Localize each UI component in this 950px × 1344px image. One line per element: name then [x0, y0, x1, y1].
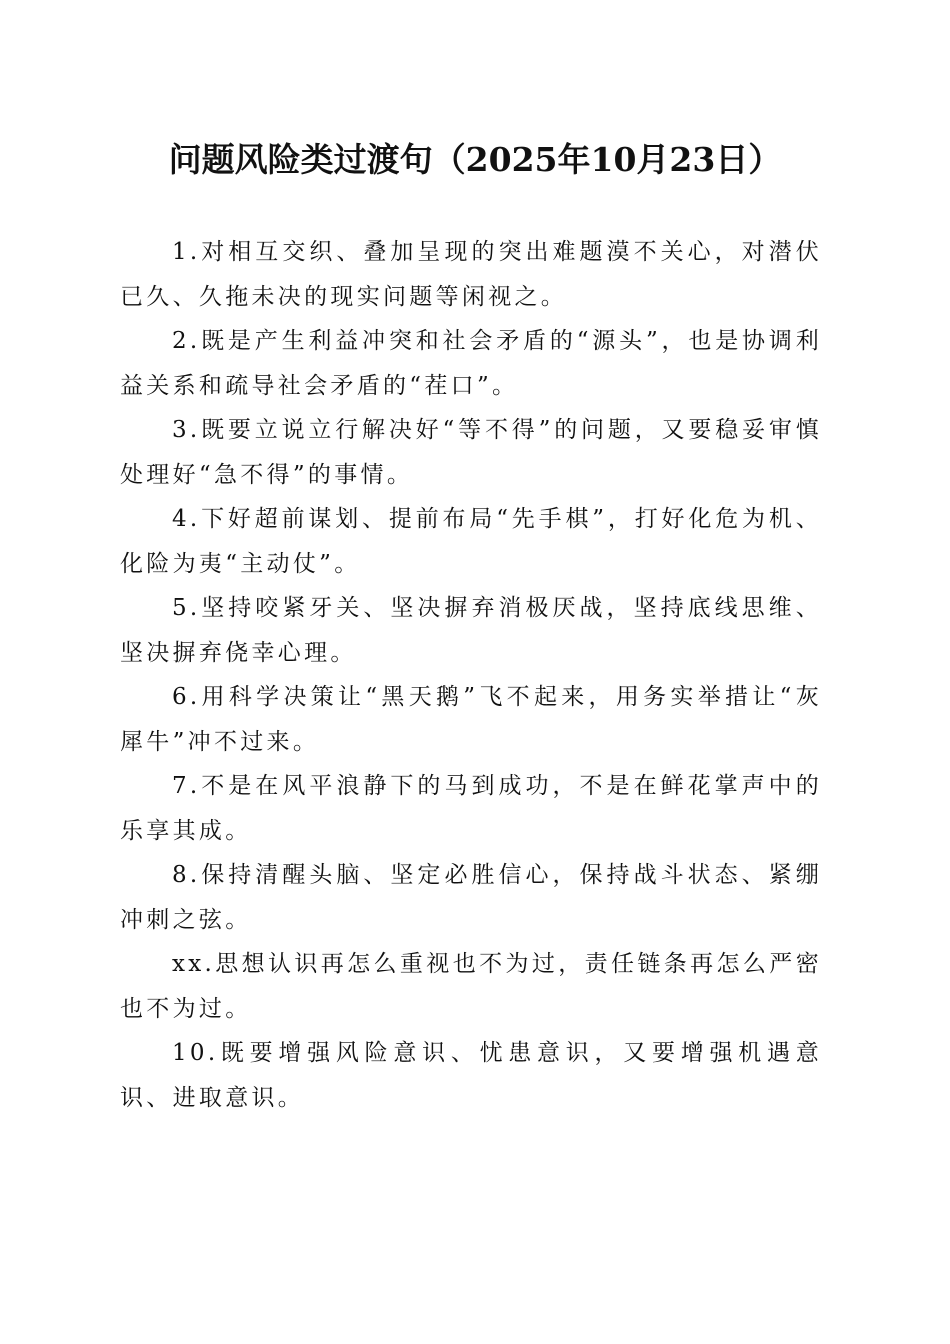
paragraph-2: 2.既是产生利益冲突和社会矛盾的“源头”，也是协调利益关系和疏导社会矛盾的“茬口”。	[120, 328, 822, 399]
paragraph-10: 10.既要增强风险意识、忧患意识，又要增强机遇意识、进取意识。	[120, 1040, 822, 1111]
paragraph-4: 4.下好超前谋划、提前布局“先手棋”，打好化危为机、化险为夷“主动仗”。	[120, 506, 822, 577]
paragraph-8: 8.保持清醒头脑、坚定必胜信心，保持战斗状态、紧绷冲刺之弦。	[120, 862, 822, 933]
paragraph-6: 6.用科学决策让“黑天鹅”飞不起来，用务实举措让“灰犀牛”冲不过来。	[120, 684, 822, 755]
document-title: 问题风险类过渡句（2025年10月23日）	[168, 140, 782, 179]
paragraph-3: 3.既要立说立行解决好“等不得”的问题，又要稳妥审慎处理好“急不得”的事情。	[120, 417, 822, 488]
document-body	[120, 230, 822, 1120]
paragraph-5: 5.坚持咬紧牙关、坚决摒弃消极厌战，坚持底线思维、坚决摒弃侥幸心理。	[120, 595, 822, 666]
paragraph-7: 7.不是在风平浪静下的马到成功，不是在鲜花掌声中的乐享其成。	[120, 773, 822, 844]
paragraph-9: xx.思想认识再怎么重视也不为过，责任链条再怎么严密也不为过。	[120, 951, 822, 1022]
paragraph-1: 1.对相互交织、叠加呈现的突出难题漠不关心，对潜伏已久、久拖未决的现实问题等闲视之。	[120, 239, 822, 310]
